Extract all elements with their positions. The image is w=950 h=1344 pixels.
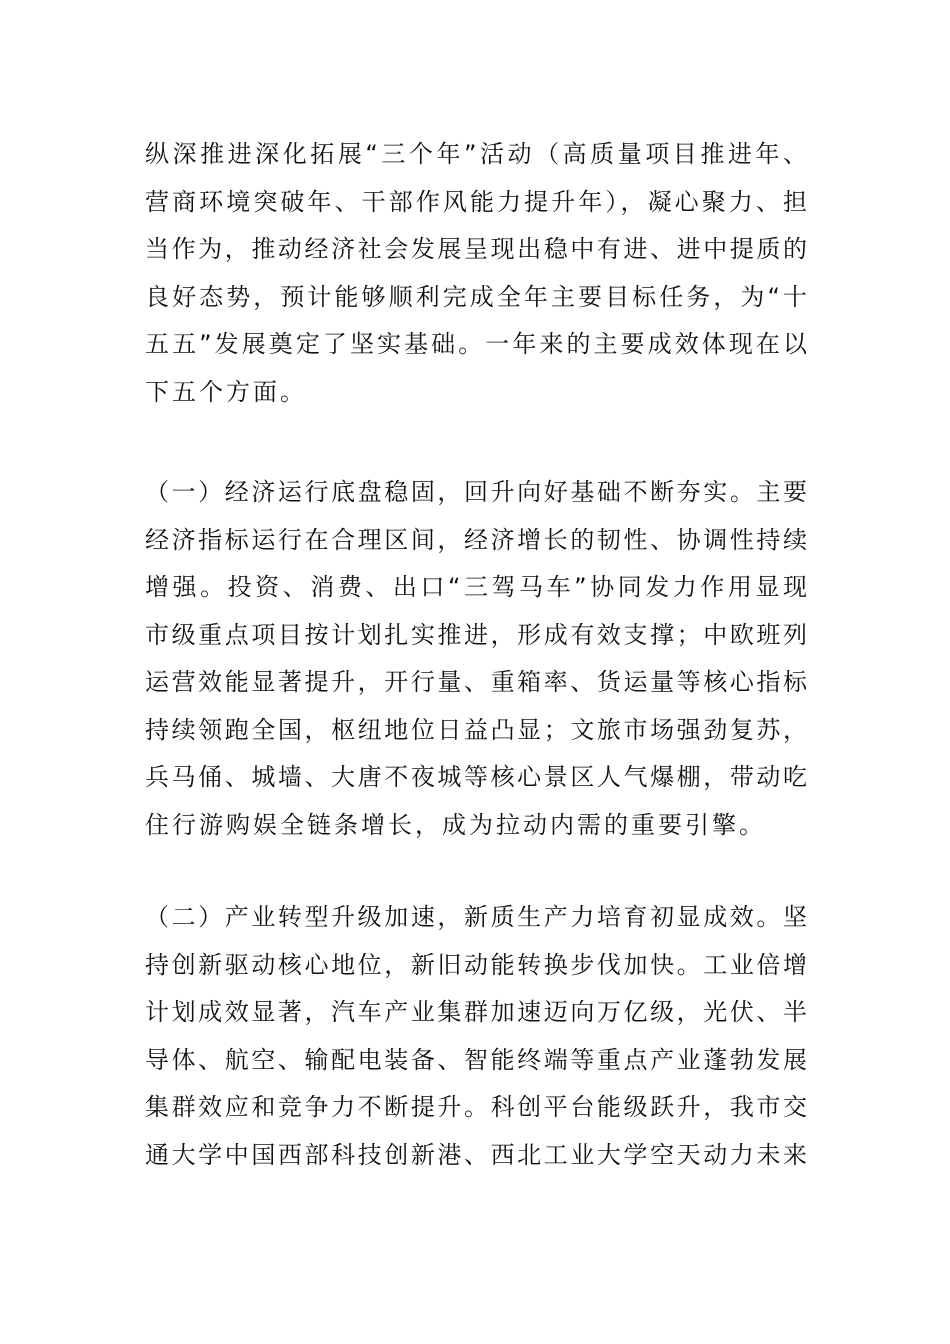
text-line: 当作为，推动经济社会发展呈现出稳中有进、进中提质的 [145, 235, 807, 263]
text-line: 通大学中国西部科技创新港、西北工业大学空天动力未来 [145, 1140, 807, 1169]
text-line: 市级重点项目按计划扎实推进，形成有效支撑；中欧班列 [145, 620, 807, 649]
text-line: 兵马俑、城墙、大唐不夜城等核心景区人气爆棚，带动吃 [145, 763, 807, 791]
text-line: 纵深推进深化拓展“三个年”活动（高质量项目推进年、 [145, 140, 807, 168]
text-line: 住行游购娱全链条增长，成为拉动内需的重要引擎。 [145, 810, 766, 839]
text-line: 运营效能显著提升，开行量、重箱率、货运量等核心指标 [145, 668, 807, 696]
paragraph-section-2 [145, 894, 807, 1179]
text-line: 经济指标运行在合理区间，经济增长的韧性、协调性持续 [145, 525, 807, 554]
text-line: （二）产业转型升级加速，新质生产力培育初显成效。坚 [145, 903, 807, 931]
text-line: 良好态势，预计能够顺利完成全年主要目标任务，为“十 [145, 282, 807, 311]
text-line: 集群效应和竞争力不断提升。科创平台能级跃升，我市交 [145, 1093, 807, 1121]
text-line: 五五”发展奠定了坚实基础。一年来的主要成效体现在以 [145, 330, 807, 358]
text-line: 计划成效显著，汽车产业集群加速迈向万亿级，光伏、半 [145, 998, 807, 1026]
paragraph-intro [145, 131, 807, 416]
text-line: 导体、航空、输配电装备、智能终端等重点产业蓬勃发展 [145, 1045, 807, 1074]
text-line: 持续领跑全国，枢纽地位日益凸显；文旅市场强劲复苏， [145, 715, 807, 744]
text-line: （一）经济运行底盘稳固，回升向好基础不断夯实。主要 [145, 478, 807, 506]
text-line: 下五个方面。 [145, 377, 307, 406]
paragraph-section-1 [145, 469, 807, 849]
text-line: 持创新驱动核心地位，新旧动能转换步伐加快。工业倍增 [145, 950, 807, 979]
text-line: 营商环境突破年、干部作风能力提升年），凝心聚力、担 [145, 187, 807, 216]
text-line: 增强。投资、消费、出口“三驾马车”协同发力作用显现 [145, 573, 807, 601]
